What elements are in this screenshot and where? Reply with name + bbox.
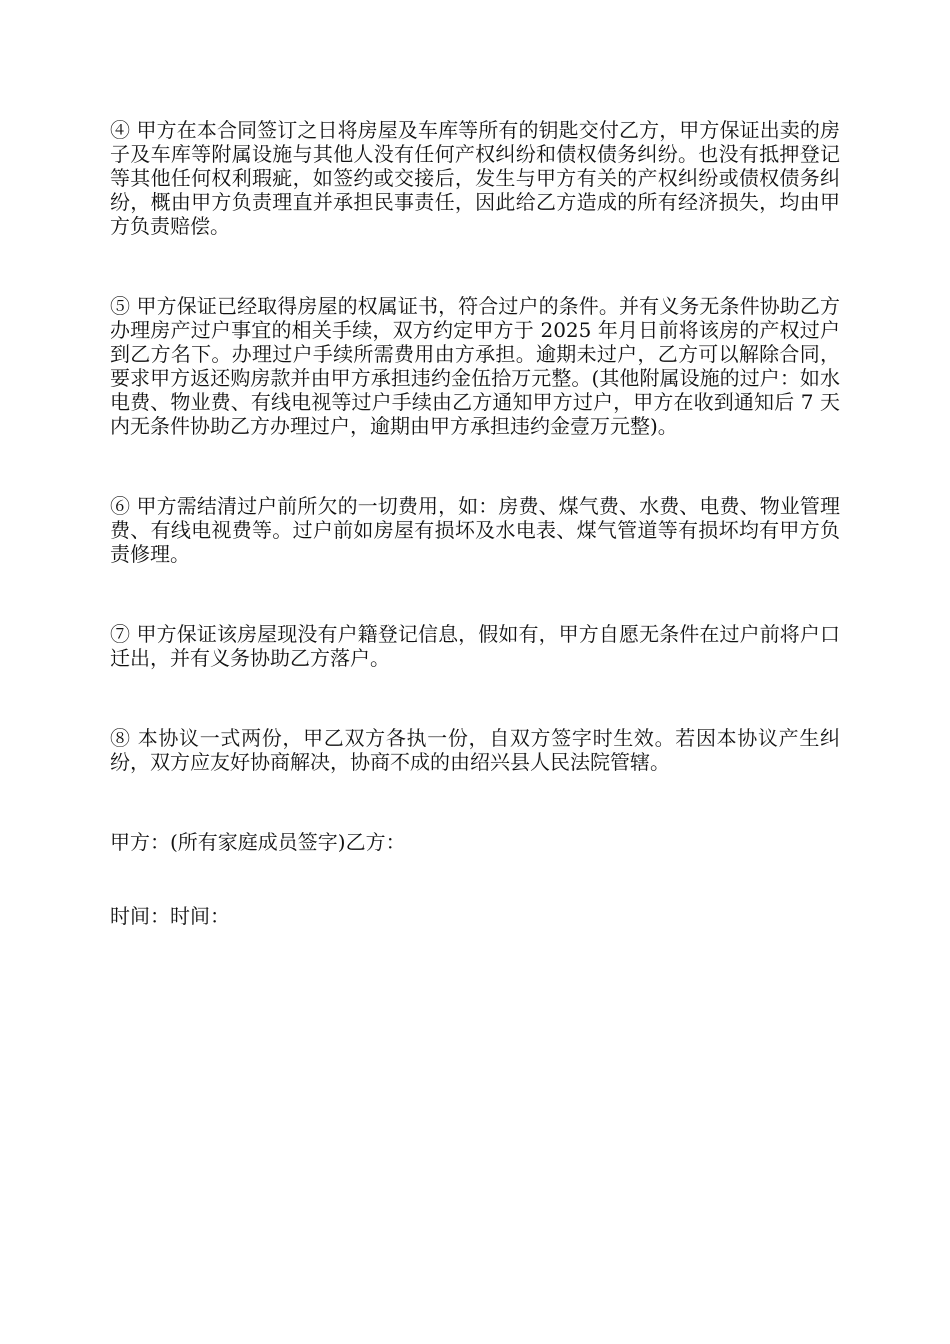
document-body [110,118,840,928]
paragraph-spacer [110,670,840,726]
paragraph-spacer [110,854,840,904]
clause-8: ⑧ 本协议一式两份，甲乙双方各执一份，自双方签字时生效。若因本协议产生纠纷，双方应友好协商解决，协商不成的由绍兴县人民法院管辖。 [110,726,840,774]
paragraph-spacer [110,238,840,294]
clause-6: ⑥ 甲方需结清过户前所欠的一切费用，如：房费、煤气费、水费、电费、物业管理费、有线电视费等。过户前如房屋有损坏及水电表、煤气管道等有损坏均有甲方负责修理。 [110,494,840,566]
paragraph-spacer [110,566,840,622]
paragraph-spacer [110,774,840,830]
clause-5: ⑤ 甲方保证已经取得房屋的权属证书，符合过户的条件。并有义务无条件协助乙方办理房产过户事宜的相关手续，双方约定甲方于 2025 年月日前将该房的产权过户到乙方名下。办理过户手续所需费用由方承担。逾期未过户，乙方可以解除合同，要求甲方返还购房款并由甲方承担违约金伍拾万元整。(其他附属设施的过户：如水电费、物业费、有线电视等过户手续由乙方通知甲方过户，甲方在收到通知后 7 天内无条件协助乙方办理过户，逾期由甲方承担违约金壹万元整)。 [110,294,840,438]
clause-4: ④ 甲方在本合同签订之日将房屋及车库等所有的钥匙交付乙方，甲方保证出卖的房子及车库等附属设施与其他人没有任何产权纠纷和债权债务纠纷。也没有抵押登记等其他任何权利瑕疵，如签约或交接后，发生与甲方有关的产权纠纷或债权债务纠纷，概由甲方负责理直并承担民事责任，因此给乙方造成的所有经济损失，均由甲方负责赔偿。 [110,118,840,238]
paragraph-spacer [110,438,840,494]
date-line: 时间：时间： [110,904,230,928]
signature-line: 甲方：(所有家庭成员签字)乙方： [110,830,406,854]
clause-7: ⑦ 甲方保证该房屋现没有户籍登记信息，假如有，甲方自愿无条件在过户前将户口迁出，并有义务协助乙方落户。 [110,622,840,670]
